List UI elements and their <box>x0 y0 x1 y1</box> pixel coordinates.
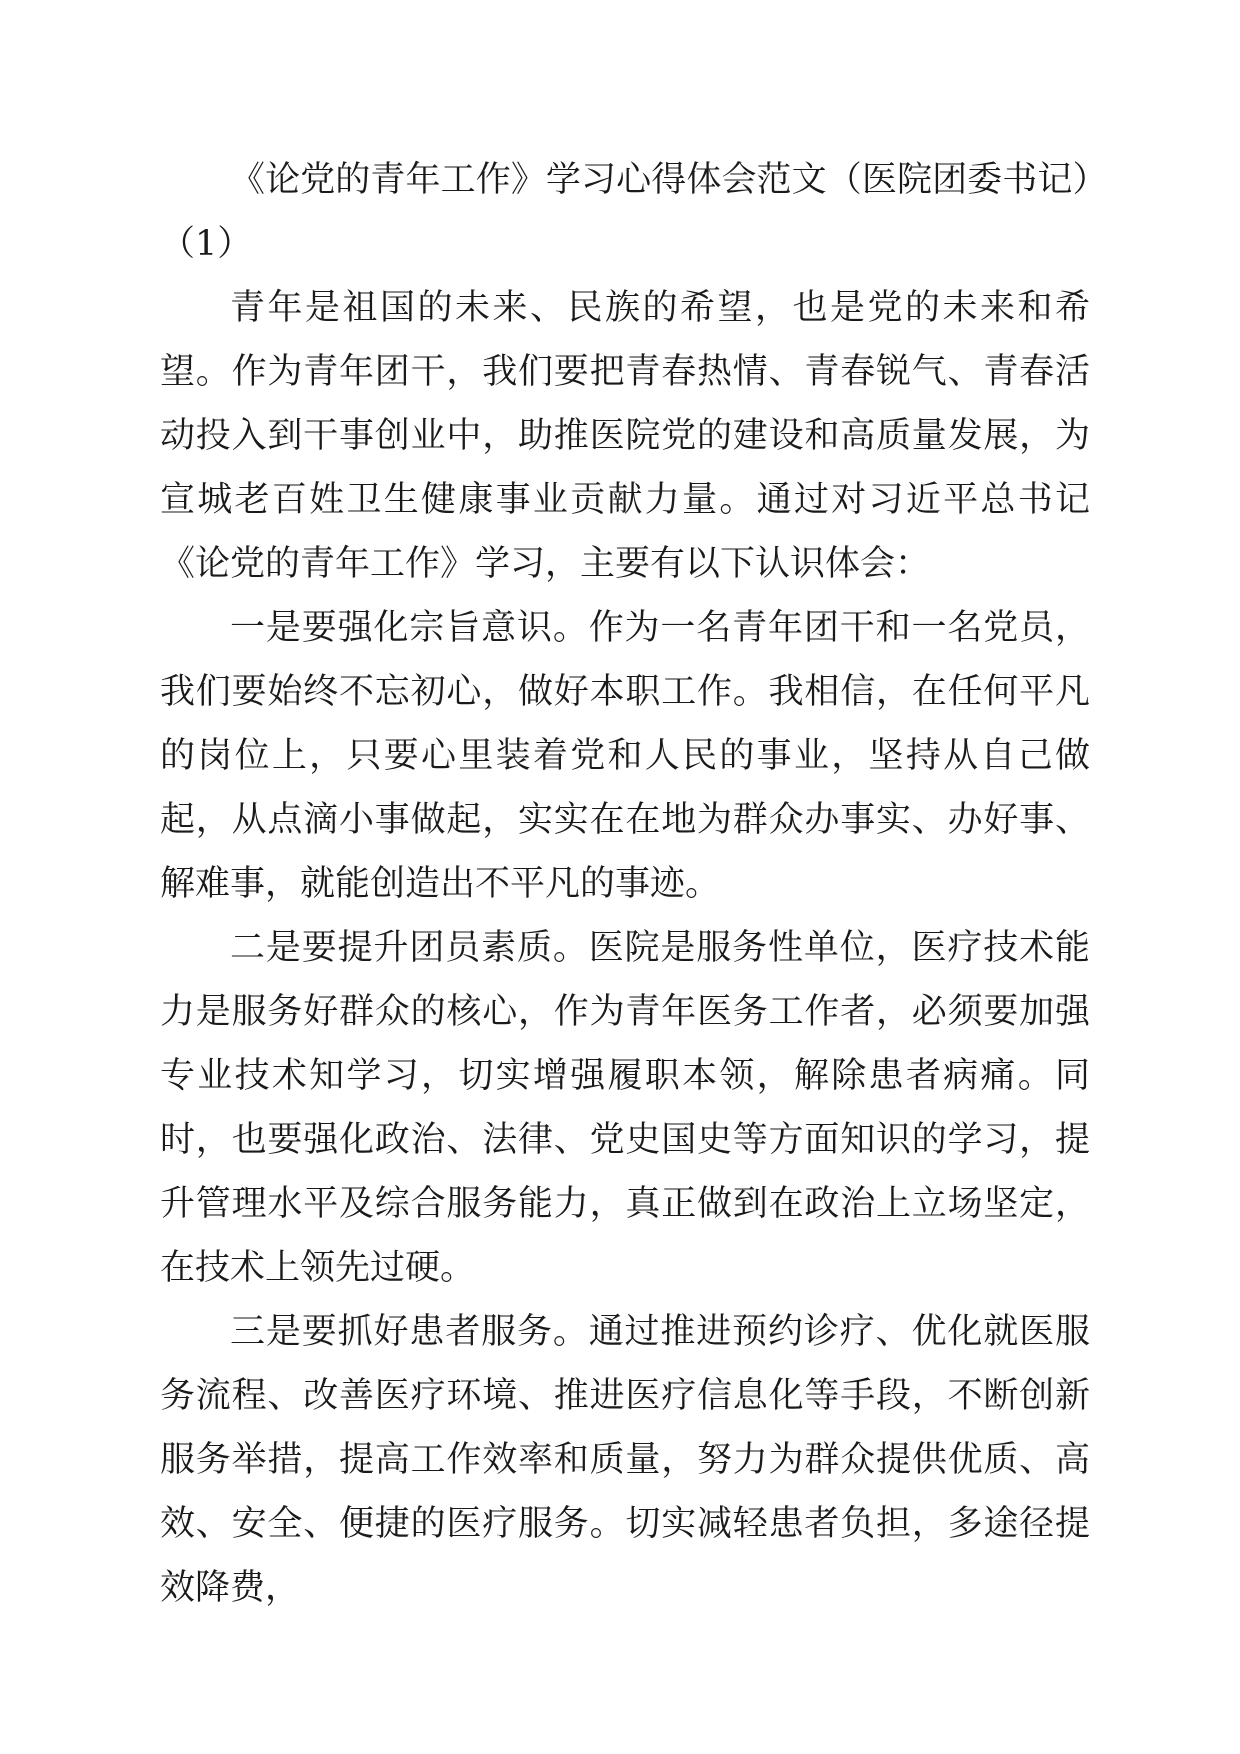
paragraph-point-one: 一是要强化宗旨意识。作为一名青年团干和一名党员，我们要始终不忘初心，做好本职工作。我相信，在任何平凡的岗位上，只要心里装着党和人民的事业，坚持从自己做起，从点滴小事做起，实实在在地为群众办事实、办好事、解难事，就能创造出不平凡的事迹。 <box>160 608 1090 904</box>
paragraph-intro: 青年是祖国的未来、民族的希望，也是党的未来和希望。作为青年团干，我们要把青春热情、青春锐气、青春活动投入到干事创业中，助推医院党的建设和高质量发展，为宣城老百姓卫生健康事业贡献力量。通过对习近平总书记《论党的青年工作》学习，主要有以下认识体会： <box>160 288 1090 584</box>
paragraph-point-three: 三是要抓好患者服务。通过推进预约诊疗、优化就医服务流程、改善医疗环境、推进医疗信息化等手段，不断创新服务举措，提高工作效率和质量，努力为群众提供优质、高效、安全、便捷的医疗服务。切实减轻患者负担，多途径提效降费， <box>160 1312 1090 1608</box>
document-body <box>160 148 1090 1620</box>
paragraph-point-two: 二是要提升团员素质。医院是服务性单位，医疗技术能力是服务好群众的核心，作为青年医务工作者，必须要加强专业技术知学习，切实增强履职本领，解除患者病痛。同时，也要强化政治、法律、党史国史等方面知识的学习，提升管理水平及综合服务能力，真正做到在政治上立场坚定，在技术上领先过硬。 <box>160 928 1090 1288</box>
document-title: 《论党的青年工作》学习心得体会范文（医院团委书记）（1） <box>160 160 1090 264</box>
